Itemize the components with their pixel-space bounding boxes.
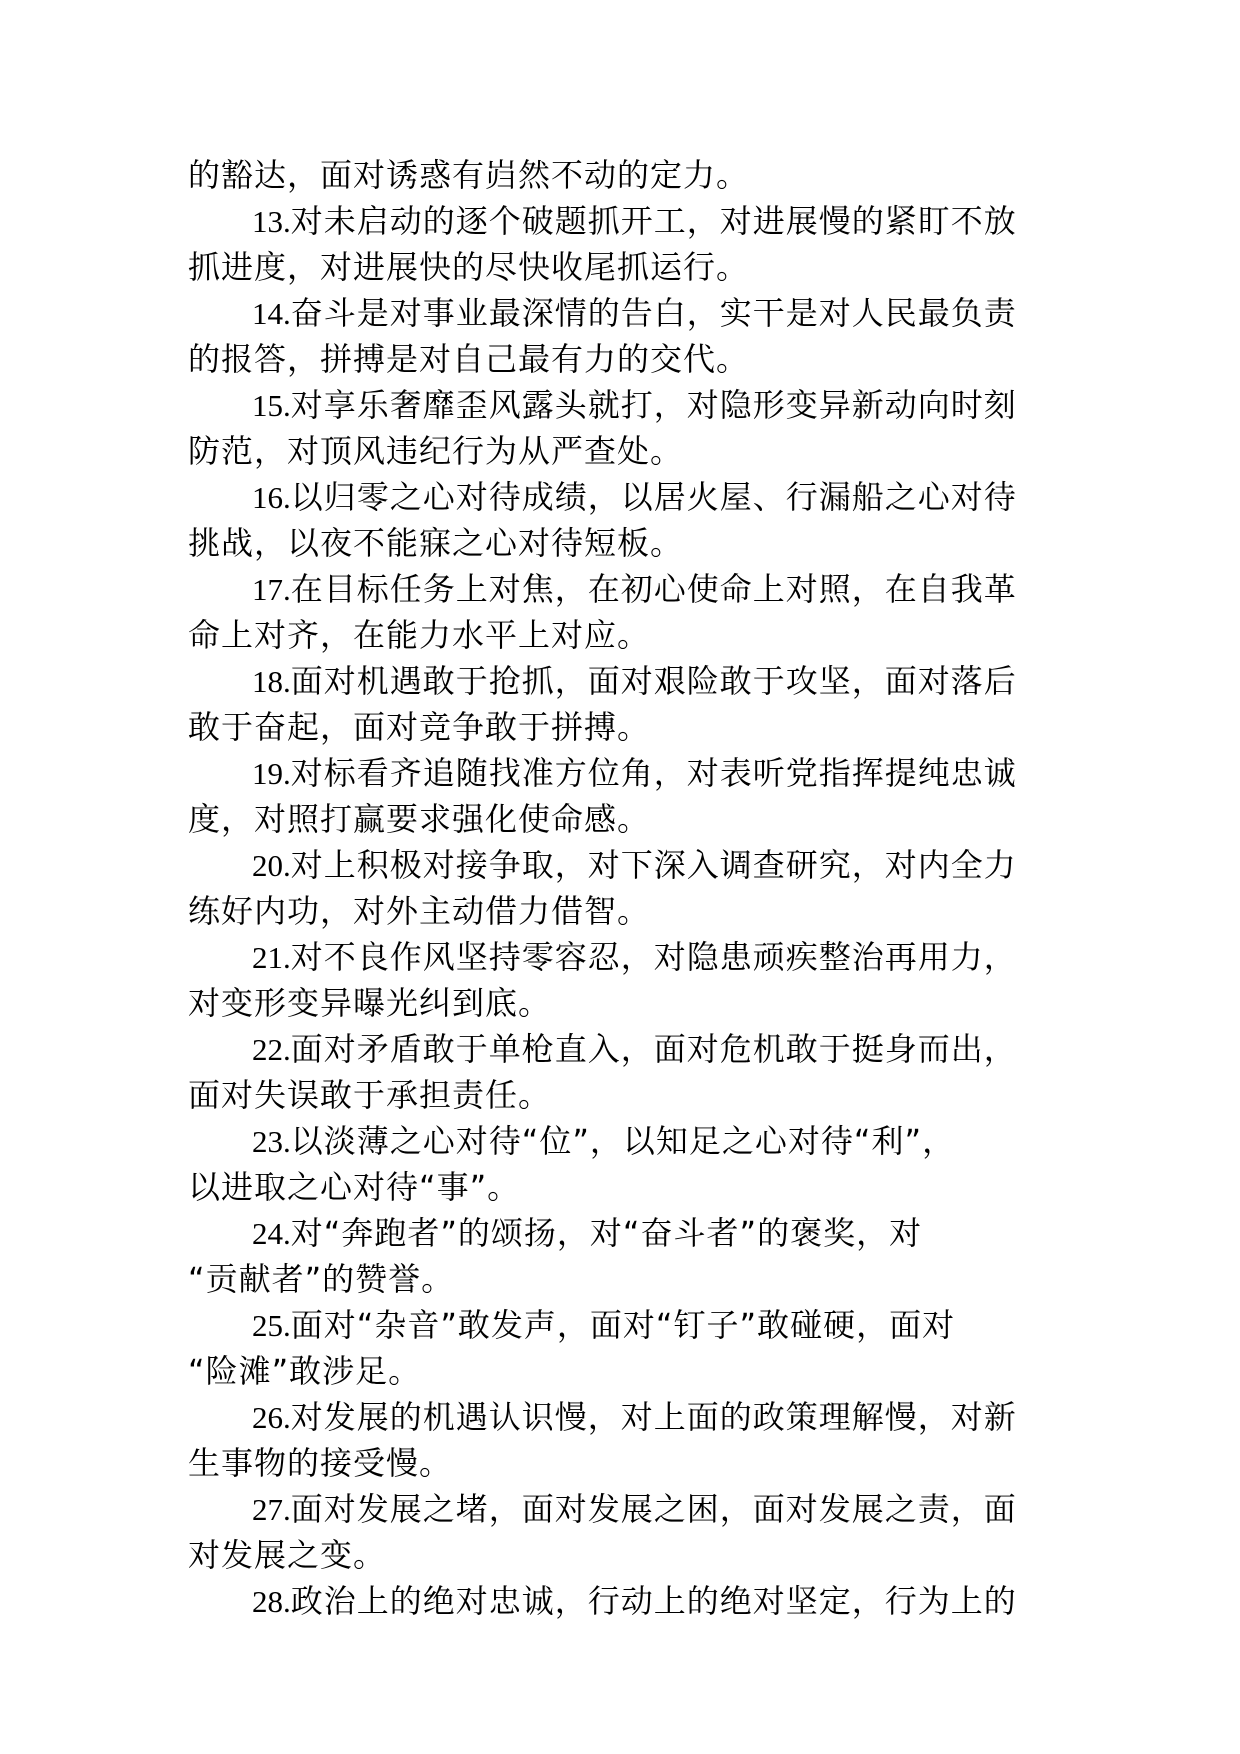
paragraph-continuation-line (188, 152, 1063, 198)
item-number: 23. (252, 1124, 291, 1159)
paragraph-first-line (188, 1026, 1063, 1072)
line-text: 度，对照打赢要求强化使命感。 (188, 800, 651, 838)
line-text: 在目标任务上对焦，在初心使命上对照，在自我革 (290, 570, 1017, 608)
item-number: 13. (252, 204, 291, 239)
line-text: 面对失误敢于承担责任。 (188, 1076, 552, 1114)
paragraph-continuation-line (188, 796, 1063, 842)
paragraph-first-line (188, 1486, 1063, 1532)
line-text: 对发展的机遇认识慢，对上面的政策理解慢，对新 (290, 1398, 1017, 1436)
paragraph-first-line (188, 842, 1063, 888)
line-text: “贡献者”的赞誉。 (188, 1260, 455, 1298)
item-number: 24. (252, 1216, 291, 1251)
paragraph-continuation-line (188, 1256, 1063, 1302)
line-text: 面对机遇敢于抢抓，面对艰险敢于攻坚，面对落后 (290, 662, 1017, 700)
line-text: 对享乐奢靡歪风露头就打，对隐形变异新动向时刻 (290, 386, 1017, 424)
paragraph-continuation-line (188, 336, 1063, 382)
paragraph-continuation-line (188, 1532, 1063, 1578)
line-text: 对发展之变。 (188, 1536, 387, 1574)
line-text: 对标看齐追随找准方位角，对表听党指挥提纯忠诚 (290, 754, 1017, 792)
line-text: 抓进度，对进展快的尽快收尾抓运行。 (188, 248, 750, 286)
line-text: 奋斗是对事业最深情的告白，实干是对人民最负责 (290, 294, 1017, 332)
item-number: 15. (252, 388, 291, 423)
paragraph-continuation-line (188, 428, 1063, 474)
line-text: 以淡薄之心对待“位”，以知足之心对待“利”， (290, 1122, 956, 1160)
line-text: 对上积极对接争取，对下深入调查研究，对内全力 (290, 846, 1017, 884)
line-text: 面对“杂音”敢发声，面对“钉子”敢碰硬，面对 (290, 1306, 956, 1344)
paragraph-first-line (188, 1302, 1063, 1348)
item-number: 25. (252, 1308, 291, 1343)
line-text: 的豁达，面对诱惑有岿然不动的定力。 (188, 156, 750, 194)
paragraph-first-line (188, 382, 1063, 428)
line-text: 面对发展之堵，面对发展之困，面对发展之责，面 (290, 1490, 1017, 1528)
paragraph-continuation-line (188, 520, 1063, 566)
paragraph-first-line (188, 566, 1063, 612)
paragraph-first-line (188, 1394, 1063, 1440)
paragraph-first-line (188, 290, 1063, 336)
paragraph-first-line (188, 934, 1063, 980)
line-text: 练好内功，对外主动借力借智。 (188, 892, 651, 930)
paragraph-continuation-line (188, 980, 1063, 1026)
line-text: 对未启动的逐个破题抓开工，对进展慢的紧盯不放 (290, 202, 1017, 240)
line-text: 防范，对顶风违纪行为从严查处。 (188, 432, 684, 470)
document-body (188, 152, 1063, 1624)
item-number: 26. (252, 1400, 291, 1435)
paragraph-continuation-line (188, 888, 1063, 934)
paragraph-first-line (188, 1578, 1063, 1624)
line-text: 面对矛盾敢于单枪直入，面对危机敢于挺身而出， (290, 1030, 1017, 1068)
line-text: “险滩”敢涉足。 (188, 1352, 422, 1390)
line-text: 的报答，拼搏是对自己最有力的交代。 (188, 340, 750, 378)
paragraph-continuation-line (188, 1440, 1063, 1486)
item-number: 28. (252, 1584, 291, 1619)
line-text: 政治上的绝对忠诚，行动上的绝对坚定，行为上的 (290, 1582, 1017, 1620)
item-number: 20. (252, 848, 291, 883)
paragraph-continuation-line (188, 1072, 1063, 1118)
line-text: 对变形变异曝光纠到底。 (188, 984, 552, 1022)
line-text: 以归零之心对待成绩，以居火屋、行漏船之心对待 (290, 478, 1017, 516)
item-number: 14. (252, 296, 291, 331)
paragraph-first-line (188, 474, 1063, 520)
paragraph-first-line (188, 1210, 1063, 1256)
line-text: 命上对齐，在能力水平上对应。 (188, 616, 651, 654)
line-text: 生事物的接受慢。 (188, 1444, 453, 1482)
item-number: 22. (252, 1032, 291, 1067)
line-text: 以进取之心对待“事”。 (188, 1168, 521, 1206)
item-number: 16. (252, 480, 291, 515)
paragraph-first-line (188, 198, 1063, 244)
item-number: 18. (252, 664, 291, 699)
paragraph-continuation-line (188, 704, 1063, 750)
line-text: 对不良作风坚持零容忍，对隐患顽疾整治再用力， (290, 938, 1017, 976)
paragraph-first-line (188, 750, 1063, 796)
paragraph-continuation-line (188, 1348, 1063, 1394)
item-number: 19. (252, 756, 291, 791)
line-text: 挑战，以夜不能寐之心对待短板。 (188, 524, 684, 562)
line-text: 对“奔跑者”的颂扬，对“奋斗者”的褒奖，对 (290, 1214, 923, 1252)
paragraph-continuation-line (188, 1164, 1063, 1210)
paragraph-first-line (188, 1118, 1063, 1164)
paragraph-continuation-line (188, 244, 1063, 290)
line-text: 敢于奋起，面对竞争敢于拼搏。 (188, 708, 651, 746)
paragraph-first-line (188, 658, 1063, 704)
paragraph-continuation-line (188, 612, 1063, 658)
item-number: 27. (252, 1492, 291, 1527)
item-number: 21. (252, 940, 291, 975)
item-number: 17. (252, 572, 291, 607)
